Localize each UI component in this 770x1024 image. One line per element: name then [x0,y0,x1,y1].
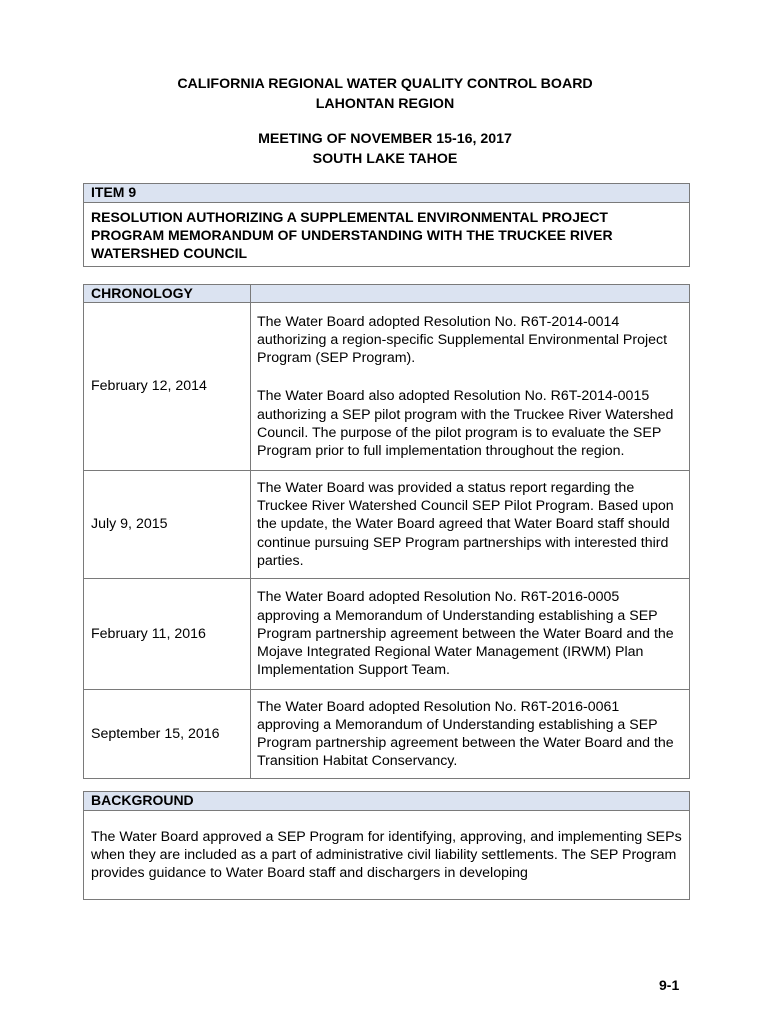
header-agency [0,74,770,114]
item-box [83,183,690,267]
header-meeting [0,129,770,169]
item-title: RESOLUTION AUTHORIZING A SUPPLEMENTAL ENVIRONMENTAL PROJECT PROGRAM MEMORANDUM OF UNDERSTANDING WITH THE TRUCKEE RIVER WATERSHED COUNCIL [91,209,613,261]
background-box [83,791,690,900]
chronology-date: February 11, 2016 [84,579,251,690]
agency-name: CALIFORNIA REGIONAL WATER QUALITY CONTROL BOARD [177,76,593,92]
chronology-description: The Water Board adopted Resolution No. R6T-2016-0005 approving a Memorandum of Understanding establishing a SEP Program partnership agreement between the Water Board and the Mojave Integrated Regional Water Management (IRWM) Plan Implementation Support Team. [251,579,690,690]
chronology-date: July 9, 2015 [84,471,251,579]
chronology-table [83,284,690,779]
chronology-description: The Water Board was provided a status report regarding the Truckee River Watershed Council SEP Pilot Program. Based upon the update, the Water Board agreed that Water Board staff should continue pursuing SEP Program partnerships with interested third parties. [251,471,690,579]
chronology-description: The Water Board adopted Resolution No. R6T-2016-0061 approving a Memorandum of Understanding establishing a SEP Program partnership agreement between the Water Board and the Transition Habitat Conservancy. [251,690,690,779]
chronology-text: The Water Board adopted Resolution No. R6T-2014-0014 authorizing a region-specific Supplemental Environmental Project Program (SEP Program). [257,313,668,367]
table-row [84,690,690,779]
chronology-heading: CHRONOLOGY [84,285,251,303]
meeting-location: SOUTH LAKE TAHOE [312,151,458,167]
chronology-text: The Water Board also adopted Resolution No. R6T-2014-0015 authorizing a SEP pilot program with the Truckee River Watershed Council. The purpose of the pilot program is to evaluate the SEP Program prior to full implementation throughout the region. [257,388,674,459]
chronology-date: September 15, 2016 [84,690,251,779]
item-label: ITEM 9 [84,184,689,203]
meeting-date: MEETING OF NOVEMBER 15-16, 2017 [258,131,512,147]
page-number: 9-1 [659,977,680,993]
table-row [84,471,690,579]
chronology-date: February 12, 2014 [84,303,251,471]
background-text: The Water Board approved a SEP Program for identifying, approving, and implementing SEPs when they are included as a part of administrative civil liability settlements. The SEP Program provides guidance to Water Board staff and dischargers in developing [91,829,682,882]
background-heading: BACKGROUND [84,792,689,811]
region-name: LAHONTAN REGION [315,96,455,112]
table-row [84,303,690,471]
table-row [84,579,690,690]
chronology-description [251,303,690,471]
